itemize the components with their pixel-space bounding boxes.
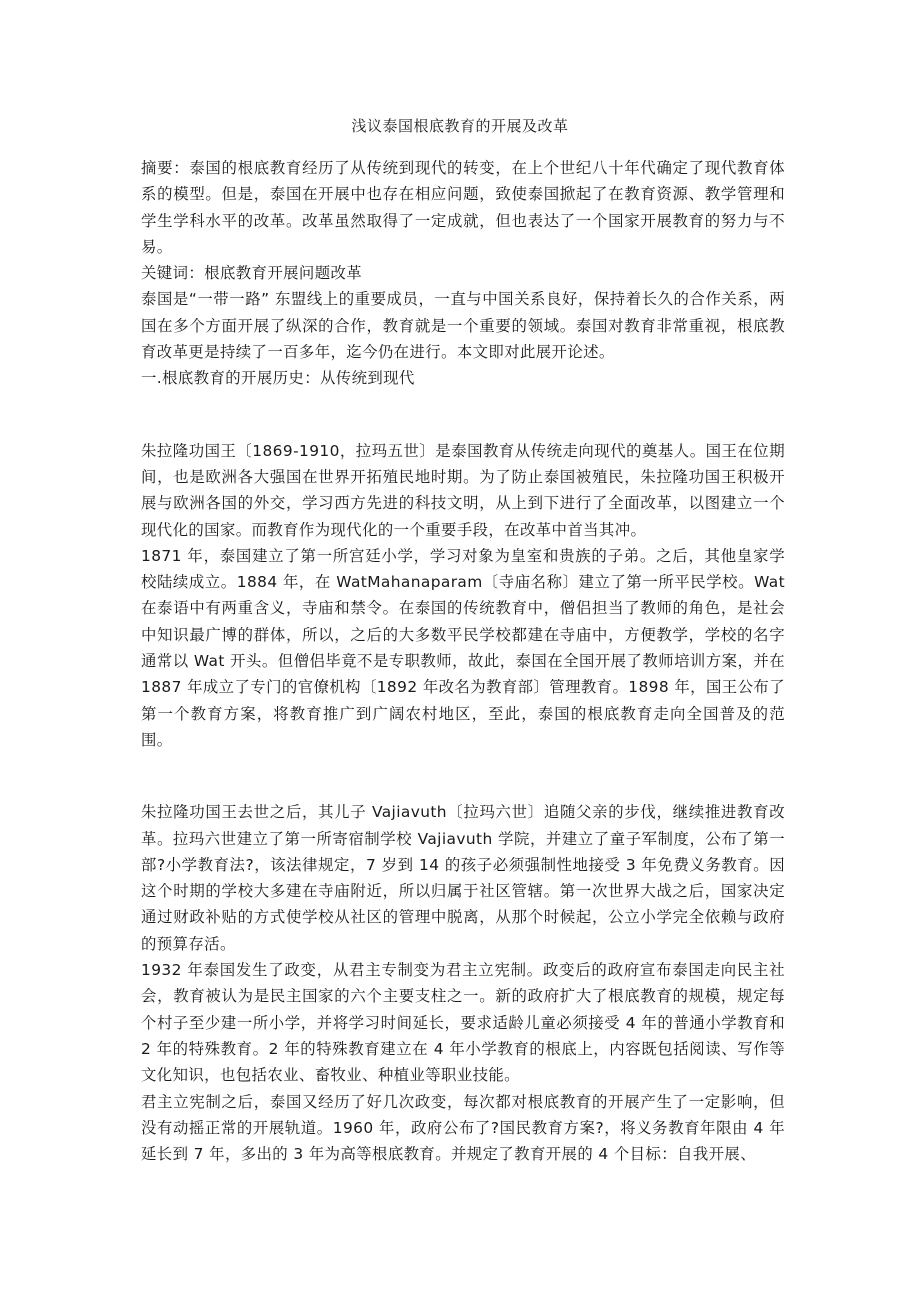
keywords-line: 关键词：根底教育开展问题改革 <box>141 264 363 283</box>
intro-paragraph: 泰国是“一带一路” 东盟线上的重要成员，一直与中国关系良好，保持着长久的合作关系，两国在多个方面开展了纵深的合作，教育就是一个重要的领域。泰国对教育非常重视，根底教育改革更是持续了一百多年，迄今仍在进行。本文即对此展开论述。 <box>141 290 785 362</box>
section-heading: 一.根底教育的开展历史：从传统到现代 <box>141 369 415 388</box>
history-paragraph-3: 朱拉隆功国王去世之后，其儿子 Vajiavuth〔拉玛六世〕追随父亲的步伐，继续推进教育改革。拉玛六世建立了第一所寄宿制学校 Vajiavuth 学院，并建立了童子军制度，公布了第一部?小学教育法?，该法律规定，7 岁到 14 的孩子必须强制性地接受 3 年免费义务教育。因这个时期的学校大多建在寺庙附近，所以归属于社区管辖。第一次世界大战之后，国家决定通过财政补贴的方式使学校从社区的管理中脱离，从那个时候起，公立小学完全依赖与政府的预算存活。 <box>141 803 785 953</box>
history-paragraph-4: 1932 年泰国发生了政变，从君主专制变为君主立宪制。政变后的政府宣布泰国走向民主社会，教育被认为是民主国家的六个主要支柱之一。新的政府扩大了根底教育的规模，规定每个村子至少建一所小学，并将学习时间延长，要求适龄儿童必须接受 4 年的普通小学教育和 2 年的特殊教育。2 年的特殊教育建立在 4 年小学教育的根底上，内容既包括阅读、写作等文化知识，也包括农业、畜牧业、种植业等职业技能。 <box>141 961 785 1085</box>
document-body <box>141 155 785 1167</box>
history-paragraph-1: 朱拉隆功国王〔1869-1910，拉玛五世〕是泰国教育从传统走向现代的奠基人。国王在位期间，也是欧洲各大强国在世界开拓殖民地时期。为了防止泰国被殖民，朱拉隆功国王积极开展与欧洲各国的外交，学习西方先进的科技文明，从上到下进行了全面改革，以图建立一个现代化的国家。而教育作为现代化的一个重要手段，在改革中首当其冲。 <box>141 441 785 539</box>
history-paragraph-2: 1871 年，泰国建立了第一所宫廷小学，学习对象为皇室和贵族的子弟。之后，其他皇家学校陆续成立。1884 年，在 WatMahanaparam〔寺庙名称〕建立了第一所平民学校。Wat 在泰语中有两重含义，寺庙和禁令。在泰国的传统教育中，僧侣担当了教师的角色，是社会中知识最广博的群体，所以，之后的大多数平民学校都建在寺庙中，方便教学，学校的名字通常以 Wat 开头。但僧侣毕竟不是专职教师，故此，泰国在全国开展了教师培训方案，并在 1887 年成立了专门的官僚机构〔1892 年改名为教育部〕管理教育。1898 年，国王公布了第一个教育方案，将教育推广到广阔农村地区，至此，泰国的根底教育走向全国普及的范围。 <box>141 546 785 749</box>
abstract-paragraph: 摘要：泰国的根底教育经历了从传统到现代的转变，在上个世纪八十年代确定了现代教育体系的模型。但是，泰国在开展中也存在相应问题，致使泰国掀起了在教育资源、教学管理和学生学科水平的改革。改革虽然取得了一定成就，但也表达了一个国家开展教育的努力与不易。 <box>141 159 785 256</box>
paragraph-gap <box>141 392 785 438</box>
paragraph-gap <box>141 753 785 799</box>
history-paragraph-5: 君主立宪制之后，泰国又经历了好几次政变，每次都对根底教育的开展产生了一定影响，但没有动摇正常的开展轨道。1960 年，政府公布了?国民教育方案?，将义务教育年限由 4 年延长到 7 年，多出的 3 年为高等根底教育。并规定了教育开展的 4 个目标：自我开展、 <box>141 1092 785 1164</box>
document-title: 浅议泰国根底教育的开展及改革 <box>351 117 569 135</box>
